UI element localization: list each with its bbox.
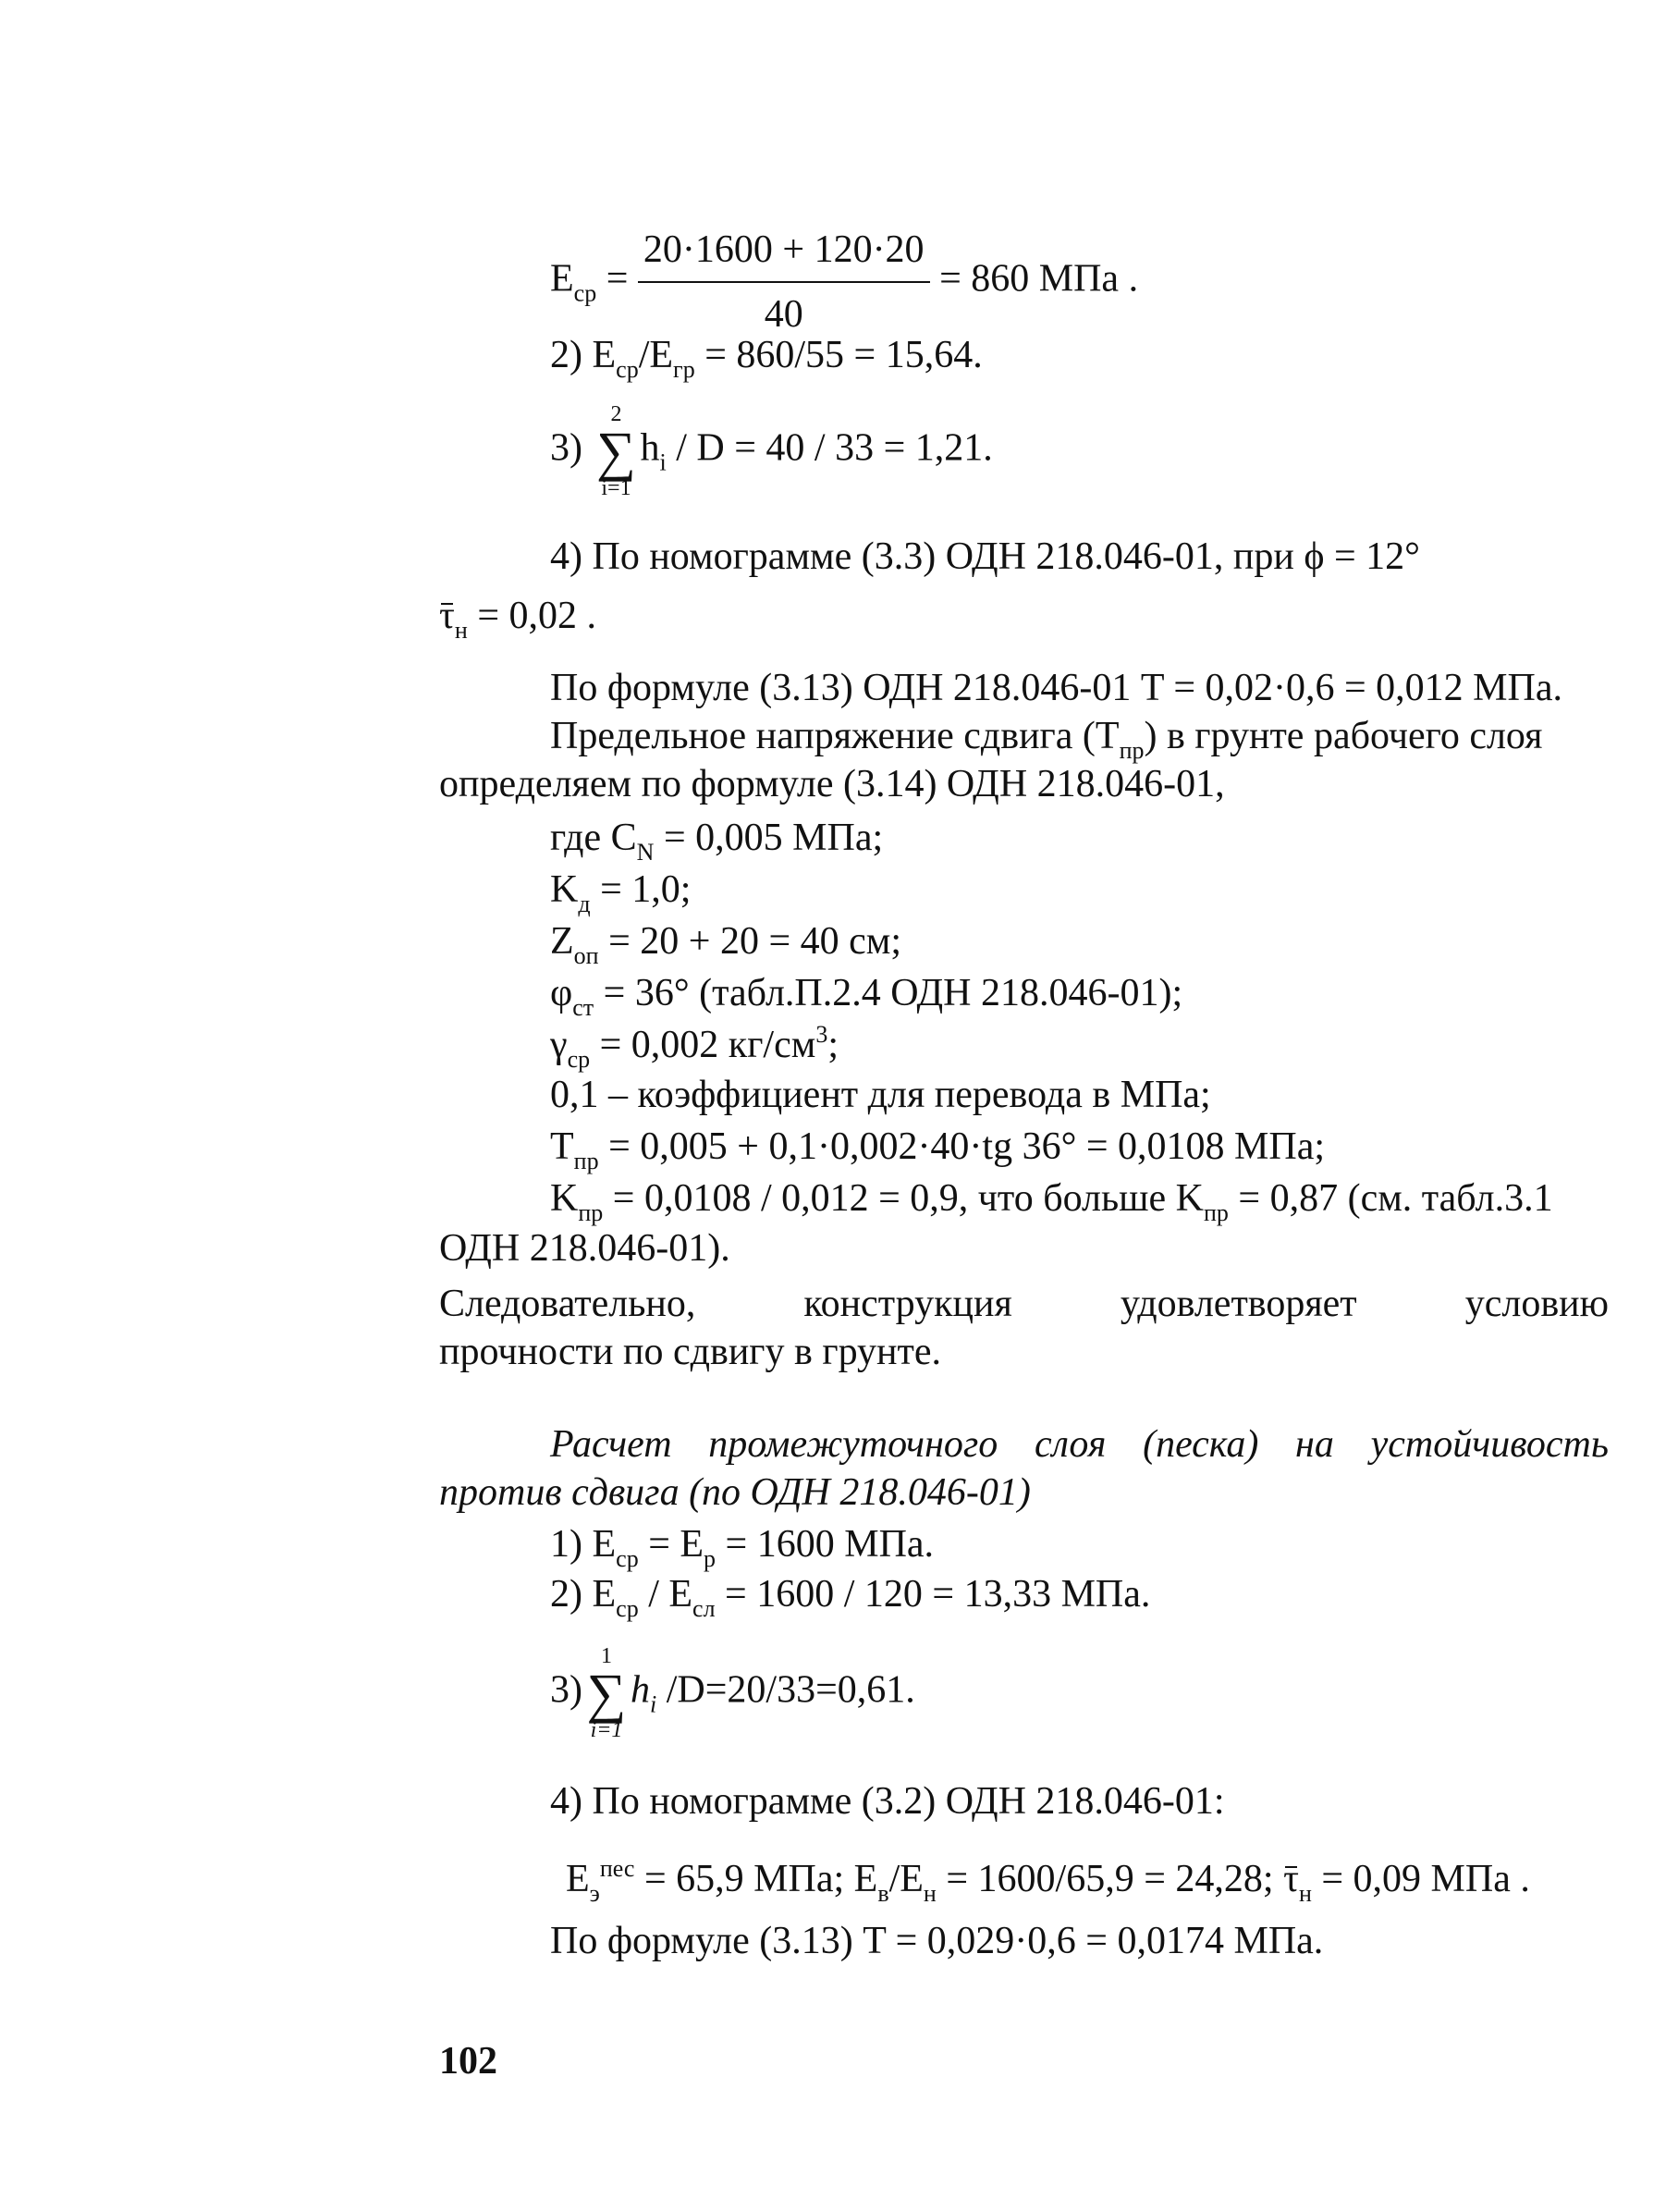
param-tpr: $T_{пр} = 0,005 + 0,1\cdot 0,002\cdot 40\cdot tg$ 36° = 0,0108 МПа; <box>550 1125 1326 1174</box>
sand-step-2: 2) $E_{ср} / E_{сл} = 1600 / 120 = 13,33$ МПа. <box>550 1573 1151 1622</box>
step-4-nomogram: 4) По номограмме (3.3) ОДН 218.046-01, при ϕ = 12° <box>550 535 1420 578</box>
conclusion-line1: Следовательно, конструкция удовлетворяет условию <box>439 1283 1609 1325</box>
sand-formula-3-13: По формуле (3.13) T = 0,029·0,6 = 0,0174 МПа. <box>550 1920 1324 1962</box>
tau-bar-symbol: τ <box>1283 1858 1299 1900</box>
param-kpr-line2: ОДН 218.046-01). <box>439 1227 730 1270</box>
tau-value: $\tau_н = 0,02$ . <box>439 595 596 644</box>
limit-stress-line1: Предельное напряжение сдвига $(T_{пр})$ в грунте рабочего слоя <box>550 715 1543 764</box>
fraction <box>638 222 930 342</box>
sand-step-4: 4) По номограмме (3.2) ОДН 218.046-01: <box>550 1780 1225 1823</box>
param-phi: $\varphi_{ст} = 36^\circ$ (табл.П.2.4 ОДН 218.046-01); <box>550 972 1183 1021</box>
fraction-numerator: 20·1600 + 120·20 <box>638 222 930 283</box>
page-number: 102 <box>439 2040 497 2083</box>
formula-e-avg: $E_{ср}$ = $\frac{20\cdot 1600 + 120\cdot 20}{40}$ = 860 МПа . <box>550 222 1138 342</box>
sum-symbol: 1 ∑ i=1 <box>586 1644 627 1742</box>
step-3-sum: 3) 2 ∑ i=1 $h_i / D = 40 / 33 = 1,21$. <box>550 402 993 500</box>
param-kpr: $K_{пр} = 0,0108 / 0,012 = 0,9$, что больше $K_{пр} = 0,87$ (см. табл.3.1 <box>550 1177 1553 1226</box>
sum-symbol: 2 ∑ i=1 <box>596 402 636 500</box>
sand-step-3-sum: 3) 1 ∑ i=1 $h_i$ /D=20/33=0,61. <box>550 1644 915 1742</box>
sand-step-4-values: $E_э^{пес} = 65,9$ МПа; $E_в/E_н = 1600/65,9 = 24,28$; $\tau_н = 0,09$ МПа . <box>566 1855 1530 1907</box>
formula-3-13: По формуле (3.13) ОДН 218.046-01 T = 0,02·0,6 = 0,012 МПа. <box>550 667 1562 709</box>
section-heading-line2: против сдвига (по ОДН 218.046-01) <box>439 1471 1031 1514</box>
tau-bar-symbol: τ <box>439 595 455 637</box>
param-kd: $K_д = 1,0$; <box>550 868 692 917</box>
fraction-denominator: 40 <box>764 293 803 336</box>
param-cn: где $C_N = 0,005$ МПа; <box>550 817 884 866</box>
step-2-ratio: 2) $E_{ср}/E_{гр} = 860/55 = 15,64$. <box>550 334 983 383</box>
param-zop: $Z_{оп} = 20 + 20 = 40$ см; <box>550 920 902 969</box>
limit-stress-line2: определяем по формуле (3.14) ОДН 218.046-01, <box>439 763 1225 805</box>
param-coef: 0,1 – коэффициент для перевода в МПа; <box>550 1074 1211 1116</box>
section-heading-line1: Расчет промежуточного слоя (песка) на устойчивость <box>550 1423 1609 1466</box>
sand-step-1: 1) $E_{ср} = E_р = 1600$ МПа. <box>550 1523 935 1572</box>
conclusion-line2: прочности по сдвигу в грунте. <box>439 1331 942 1373</box>
param-gamma: $\gamma_{ср} = 0,002$ $кг/см^3$; <box>550 1021 839 1073</box>
